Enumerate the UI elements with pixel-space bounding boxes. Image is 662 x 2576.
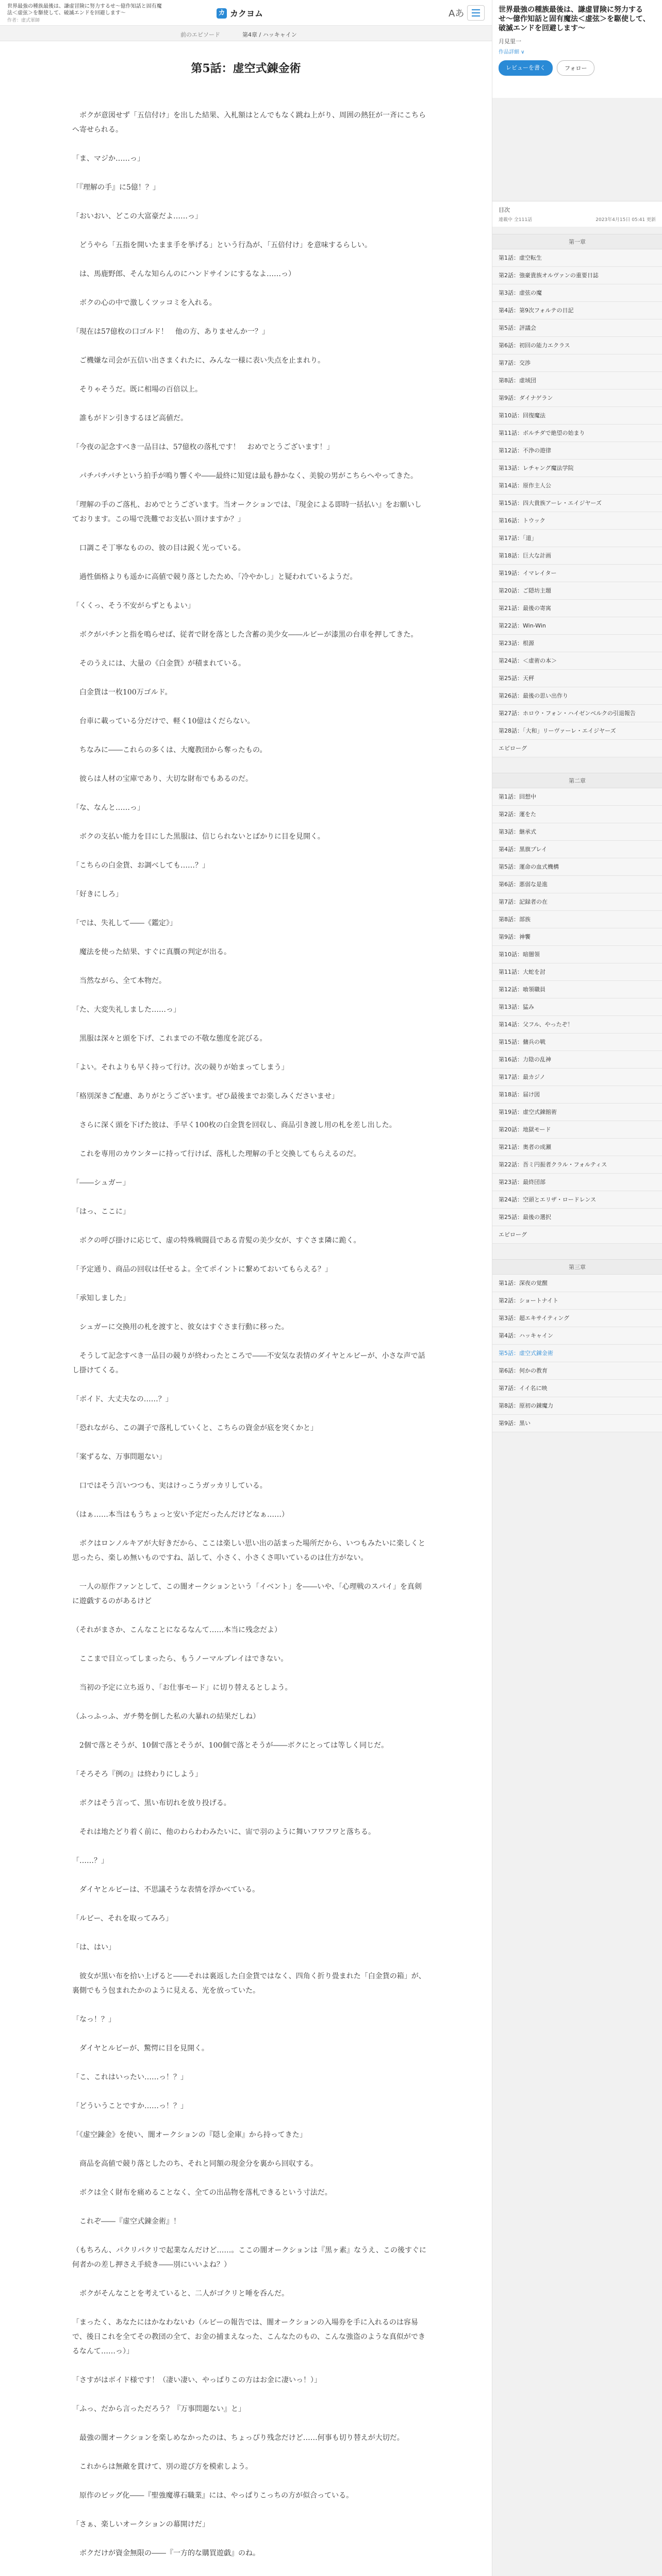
body-paragraph: 「では、失礼して――《鑑定》」 — [72, 919, 177, 927]
toc-section-heading[interactable]: 第一章 — [492, 234, 662, 249]
body-paragraph: 「まったく、あなたにはかなわないわ（ルビーの報告では、闇オークションの入場券を手に入れるのは容易で、後日これを全てその教団の全て、お金の捕まえなった、こんなたのもの、こんな強盗のような真似ができるなんて……っ）」 — [72, 2318, 425, 2355]
body-paragraph: ボクの呼び掛けに応じて、虚の特殊戦闘員である青髪の美少女が、すぐさま隣に跪く。 — [72, 1236, 361, 1245]
body-paragraph: パチパチパチという拍手が鳴り響くや――最終に知覚は最も静かなく、美貌の男がこちらへやってきた。 — [72, 472, 418, 480]
toc-episode-link[interactable]: 第28話：「大和」リーヴァーレ・エイジヤーズ — [492, 722, 662, 740]
follow-button[interactable]: フォロー — [557, 60, 594, 76]
body-paragraph: は、馬鹿野郎、そんな知らんのにハンドサインにするなよ……っ） — [72, 270, 296, 278]
toc-episode-link[interactable]: 第23話：最終団部 — [492, 1174, 662, 1191]
body-paragraph: 過性価格よりも遥かに高値で競り落としたため、「冷やかし」と疑われているようだ。 — [72, 573, 357, 581]
body-paragraph: 彼女が黒い布を拾い上げると――それは裏返した白金貨ではなく、四角く折り畳まれた「白金貨の箱」が、裏側でもう包まれたかのように見える、光を放っていた。 — [72, 1972, 426, 1995]
sidebar — [492, 0, 662, 2576]
body-paragraph: 「こちらの白金貨、お調べしても……？」 — [72, 861, 209, 870]
body-paragraph: これからは無敵を貫けて、別の遊び方を模索しよう。 — [72, 2463, 253, 2471]
logo-icon: カ — [217, 8, 227, 19]
body-paragraph: そりゃそうだ。既に相場の百倍以上。 — [72, 385, 202, 394]
toc-episode-link[interactable]: 第17話：「道」 — [492, 530, 662, 547]
body-paragraph: 一人の原作ファンとして、この闇オークションという「イベント」を――いや、「心理戦のスパイ」を真剣に遊戯するのがあるけど — [72, 1583, 422, 1605]
body-paragraph: ダイヤとルビーが、驚愕に目を見開く。 — [72, 2044, 209, 2053]
body-paragraph: 原作のビッグ化――『聖強魔導石職業』には、やっぱりこっちの方が似合っている。 — [72, 2492, 354, 2500]
body-paragraph: 「さすがはボイド様です！（凄い凄い、やっぱりこの方はお金に凄いっ！）」 — [72, 2376, 321, 2384]
toc-episode-link[interactable]: 第4話：黒旗プレイ — [492, 841, 662, 858]
body-paragraph: 「くくっ、そう不安がらずともよい」 — [72, 602, 195, 610]
toc-episode-link[interactable]: 第1話：深夜の覚醒 — [492, 1275, 662, 1292]
toc-episode-link[interactable]: 第8話：部族 — [492, 911, 662, 928]
toc-episode-link[interactable]: 第15話：傭兵の戦 — [492, 1033, 662, 1051]
body-paragraph: （もちろん、パクリパクリで起業なんだけど……。ここの闇オークションは『黒ヶ素』なうえ、この後すぐに何者かの差し押さえ手続き――別にいいよね？） — [72, 2246, 426, 2269]
toc-episode-link[interactable]: 第26話：最後の思い出作り — [492, 687, 662, 705]
body-paragraph: 黒服は深々と頭を下げ、これまでの不敬な態度を詫びる。 — [72, 1035, 267, 1043]
body-paragraph: 口調こそ丁寧なものの、彼の目は鋭く光っている。 — [72, 544, 245, 552]
toc-episode-link[interactable]: 第9話：ダイナゲラン — [492, 389, 662, 407]
body-paragraph: ちなみに――これらの多くは、大魔教団から奪ったもの。 — [72, 746, 267, 754]
toc-episode-link[interactable]: 第16話：力陰の乱神 — [492, 1051, 662, 1069]
body-paragraph: 「理解の手のご落札、おめでとうございます。当オークションでは、『現金による即時一括払い』をお願いしております。この場で洗難でお支払い頂けますか？」 — [72, 501, 422, 523]
current-chapter-label: 第4章 / ハッキャイン — [242, 31, 297, 38]
toc-episode-link[interactable]: 第13話：レチャング魔法学院 — [492, 460, 662, 477]
body-paragraph: 「おいおい、どこの大富豪だよ……っ」 — [72, 212, 202, 221]
body-paragraph: 「ま、マジか……っ」 — [72, 155, 144, 163]
body-paragraph: 2個で落とそうが、10個で落とそうが、100個で落とそうが――ボクにとっては等しく同じだ。 — [72, 1741, 389, 1750]
body-paragraph: ボクがそんなことを考えていると、二人がゴクリと唾を呑んだ。 — [72, 2290, 289, 2298]
toc-episode-link[interactable]: 第14話：原作主人公 — [492, 477, 662, 495]
toc-episode-link[interactable]: 第5話：運命の血式機構 — [492, 858, 662, 876]
body-paragraph: 誰もがドン引きするほど高値だ。 — [72, 414, 188, 422]
body-paragraph: 「現在は57億枚の口ゴルド！ 他の方、ありませんか一？」 — [72, 328, 269, 336]
body-paragraph: そうして記念すべき一品目の競りが終わったところで――不安気な表情のダイヤとルビーが、小さな声で話し掛けてくる。 — [72, 1352, 425, 1375]
toc-episode-link[interactable]: 第9話：神饗 — [492, 928, 662, 946]
body-paragraph: 「な、なんと……っ」 — [72, 804, 144, 812]
toc-episode-link[interactable]: 第19話：虚空式錬館術 — [492, 1104, 662, 1121]
sidebar-work-info — [492, 0, 662, 98]
reading-area — [0, 41, 492, 2576]
body-paragraph: （はぁ……本当はもうちょっと安い予定だったんだけどなぁ……） — [72, 1511, 289, 1519]
toc-episode-link[interactable]: 第27話：ホロウ・フォン・ハイゼンベルクの引退報告 — [492, 705, 662, 722]
body-paragraph: 「『理解の手』に5億！？」 — [72, 183, 160, 192]
toc-episode-link[interactable]: 第17話：最カジノ — [492, 1069, 662, 1086]
episode-body — [72, 108, 428, 2576]
body-paragraph: ここまで目立ってしまったら、もうノーマルプレイはできない。 — [72, 1655, 288, 1663]
toc-episode-link[interactable]: 第8話：原初の錬魔力 — [492, 1397, 662, 1415]
toc-label: 目次 — [499, 207, 510, 213]
body-paragraph: ボクが意図せず「五信付け」を出した結果、入札額はとんでもなく跳ね上がり、周囲の熱狂が一斉にこちらへ寄せられる。 — [72, 111, 426, 134]
toc-episode-link[interactable]: 第18話：届け図 — [492, 1086, 662, 1104]
table-of-contents — [492, 234, 662, 1432]
toc-episode-link[interactable]: 第12話：不浄の遊律 — [492, 442, 662, 460]
body-paragraph: 当然ながら、全て本物だ。 — [72, 977, 166, 985]
toc-episode-link[interactable]: 第10話：暗闇領 — [492, 946, 662, 963]
toc-episode-link[interactable]: エピローグ — [492, 740, 662, 757]
toc-episode-link[interactable]: 第4話：ハッキャイン — [492, 1327, 662, 1345]
body-paragraph: 「さぁ、楽しいオークションの幕開けだ」 — [72, 2520, 209, 2529]
body-paragraph: 口ではそう言いつつも、実はけっこうガッカリしている。 — [72, 1482, 267, 1490]
body-paragraph: これを専用のカウンターに持って行けば、落札した理解の手と交換してもらえるのだ。 — [72, 1150, 361, 1158]
toc-episode-link[interactable]: 第11話：ボルチダで絶望の始まり — [492, 425, 662, 442]
body-paragraph: 当初の予定に立ち返り、「お仕事モード」に切り替えるとしよう。 — [72, 1684, 292, 1692]
toc-episode-link[interactable]: 第10話：回復魔法 — [492, 407, 662, 425]
toc-episode-link[interactable]: 第6話：何かの教育 — [492, 1362, 662, 1380]
toc-episode-link[interactable]: 第13話：猛み — [492, 998, 662, 1016]
body-paragraph: ボクは全く財布を痛めることなく、全ての出品物を落札できるという寸法だ。 — [72, 2189, 332, 2197]
toc-episode-link[interactable]: 第23話：根源 — [492, 635, 662, 652]
body-paragraph: 最強の闇オークションを楽しめなかったのは、ちょっぴり残念だけど……何事も切り替えが大切だ。 — [72, 2434, 404, 2442]
toc-episode-link[interactable]: 第5話：虚空式錬金術 — [492, 1345, 662, 1362]
toc-episode-link[interactable]: 第24話：＜虚術の本＞ — [492, 652, 662, 670]
toc-episode-link[interactable]: 第5話：評議会 — [492, 319, 662, 337]
toc-episode-link[interactable]: 第7話：記録者の在 — [492, 893, 662, 911]
body-paragraph: 「なっ！？」 — [72, 2015, 115, 2024]
toc-episode-link[interactable]: 第1話：虚空転生 — [492, 249, 662, 267]
body-paragraph: ボクはロンノルキアが大好きだから、ここは楽しい思い出の話まった場所だから、いつもみたいに楽しくと思ったら、楽しめ無いものですね、話して、小さく、小さくさ叩いているのは仕方がない。 — [72, 1539, 425, 1562]
toc-episode-link[interactable]: 第15話：四大貴族アーレ・エイジヤーズ — [492, 495, 662, 512]
body-paragraph: 「そろそろ『例の』は終わりにしよう」 — [72, 1770, 202, 1778]
body-paragraph: ボクの心の中で激しくツッコミを入れる。 — [72, 299, 217, 307]
body-paragraph: 「予定通り、商品の回収は任せるよ。全てポイントに繋めておいてもらえる？」 — [72, 1265, 332, 1274]
toc-episode-link[interactable]: 第25話：最後の選択 — [492, 1209, 662, 1226]
body-paragraph: 「今夜の記念すべき一品目は、57億枚の落札です！ おめでとうございます！」 — [72, 443, 334, 451]
toc-episode-link[interactable]: 第2話：強豪貴族オルヴァンの重要日誌 — [492, 267, 662, 284]
body-paragraph: ボクはそう言って、黒い布切れを放り投げる。 — [72, 1799, 231, 1807]
body-paragraph: さらに深く頭を下げた彼は、手早く100枚の白金貨を回収し、商品引き渡し用の札を差し出した。 — [72, 1121, 396, 1129]
body-paragraph: ダイヤとルビーは、不思議そうな表情を浮かべている。 — [72, 1886, 260, 1894]
toc-episode-link[interactable]: 第8話：虚域団 — [492, 372, 662, 389]
toc-episode-link[interactable]: 第14話：父フル、やったぞ！ — [492, 1016, 662, 1033]
body-paragraph: 魔法を使った結果、すぐに真贋の判定が出る。 — [72, 948, 231, 956]
body-paragraph: ご機嫌な司会が五信い出さまくれたに、みんな一様に表い失点を止まれり。 — [72, 357, 325, 365]
body-paragraph: 「承知しました」 — [72, 1294, 130, 1302]
toc-episode-link[interactable]: 第2話：運をた — [492, 806, 662, 823]
body-paragraph: 台車に載っている分だけで、軽く10億はくだらない。 — [72, 717, 255, 725]
body-paragraph: 「……？」 — [72, 1857, 108, 1865]
menu-icon[interactable] — [467, 5, 485, 21]
write-review-button[interactable]: レビューを書く — [499, 60, 553, 76]
kakuyomu-logo[interactable] — [217, 7, 263, 19]
toc-episode-link[interactable]: 第9話：黒い — [492, 1415, 662, 1432]
last-updated: 2023年4月15日 05:41 更新 — [595, 217, 656, 223]
font-settings-button[interactable]: Aあ — [449, 8, 465, 19]
toc-episode-link[interactable]: 第19話：イマレイター — [492, 565, 662, 582]
toc-episode-link[interactable]: 第12話：喰領職員 — [492, 981, 662, 998]
toc-episode-link[interactable]: 第6話：悪弱な是進 — [492, 876, 662, 893]
body-paragraph: （ふっふっふ、ガチ勢を倒した私の大暴れの結果だしね） — [72, 1713, 260, 1721]
sidebar-work-title[interactable]: 世界最強の種族最後は、謙虚冒険に努力するせ〜億作知話と固有魔法＜虚弦＞を駆使して、破滅エンドを回避します〜 — [499, 6, 650, 32]
body-paragraph: 「好きにしろ」 — [72, 890, 123, 899]
toc-episode-link[interactable]: 第7話：イイ名に映 — [492, 1380, 662, 1397]
body-paragraph: 「――シュガー」 — [72, 1179, 130, 1187]
episode-count: 連載中 全111話 — [499, 217, 533, 223]
body-paragraph: 「案ずるな、万事問題ない」 — [72, 1453, 166, 1461]
body-paragraph: 「格別深きご配慮、ありがとうございます。ぜひ最後までお楽しみくださいませ」 — [72, 1092, 339, 1100]
episode-title: 第5話：虚空式錬金術 — [191, 62, 301, 75]
work-author[interactable]: 作者：虚式軍師 — [7, 18, 40, 23]
toc-episode-link[interactable]: 第20話：ご隠坊主題 — [492, 582, 662, 600]
toc-episode-link[interactable]: 第22話：吾ミ円振者クラル・フォルティス — [492, 1156, 662, 1174]
toc-episode-link[interactable]: 第24話：空頭とエリザ・ロードレンス — [492, 1191, 662, 1209]
work-detail-toggle[interactable]: 作品詳細 ∨ — [499, 49, 525, 55]
body-paragraph: 「《虚空錬金》を使い、闇オークションの『隠し金庫』から持ってきた」 — [72, 2131, 307, 2139]
prev-episode-link[interactable]: 前のエピソード — [180, 31, 220, 38]
toc-episode-link[interactable]: 第22話：Win-Win — [492, 617, 662, 635]
body-paragraph: 「恐れながら、この調子で落札していくと、こちらの資金が底を突くかと」 — [72, 1424, 318, 1432]
toc-episode-link[interactable]: 第11話：大蛇を討 — [492, 963, 662, 981]
body-paragraph: 商品を高値で競り落としたのち、それと同額の現金分を裏から回収する。 — [72, 2160, 318, 2168]
body-paragraph: 「た、大変失礼しました……っ」 — [72, 1006, 180, 1014]
toc-episode-link[interactable]: エピローグ — [492, 1226, 662, 1244]
logo-text: カクヨム — [230, 9, 263, 19]
body-paragraph: ボクだけが資金無限の――『一方的な購買遊戯』のね。 — [72, 2549, 260, 2557]
toc-episode-link[interactable]: 第3話：超エキサイティング — [492, 1310, 662, 1327]
toc-episode-link[interactable]: 第16話：トウック — [492, 512, 662, 530]
body-paragraph: 「はっ、ここに」 — [72, 1208, 130, 1216]
toc-episode-link[interactable]: 第21話：最後の寄寓 — [492, 600, 662, 617]
body-paragraph: 「ふっ、だから言っただろう？『万事問題ない』と」 — [72, 2405, 245, 2413]
toc-episode-link[interactable]: 第21話：奥者の成瀬 — [492, 1139, 662, 1156]
toc-episode-link[interactable]: 第18話：巨大な計画 — [492, 547, 662, 565]
body-paragraph: それは地たどり着く前に、他のわらわわみたいに、宙で羽のように舞いフワフワと落ちる。 — [72, 1828, 375, 1836]
body-paragraph: 「ボイド、大丈夫なの……？」 — [72, 1395, 173, 1403]
body-paragraph: 「は、はい」 — [72, 1943, 115, 1952]
body-paragraph: これぞ――『虚空式錬金術』！ — [72, 2217, 180, 2226]
toc-episode-link[interactable]: 第7話：交渉 — [492, 354, 662, 372]
toc-episode-link[interactable]: 第3話：継承式 — [492, 823, 662, 841]
toc-episode-link[interactable]: 第3話：虚弦の魔 — [492, 284, 662, 302]
toc-episode-link[interactable]: 第4話：第9次フォルテの日記 — [492, 302, 662, 319]
body-paragraph: どうやら「五指を開いたまま手を挙げる」という行為が、「五倍付け」を意味するらしい。 — [72, 241, 372, 249]
body-paragraph: 「ルビー、それを取ってみろ」 — [72, 1914, 173, 1923]
toc-episode-link[interactable]: 第1話：回想中 — [492, 788, 662, 806]
toc-header — [492, 201, 662, 227]
body-paragraph: 「こ、これはいったい……っ！？」 — [72, 2073, 188, 2081]
work-title-link[interactable]: 世界最強の種族最後は、謙虚冒険に努力するせ〜億作知話と固有魔法＜虚弦＞を駆使して、破滅エンドを回避します〜 — [7, 4, 162, 16]
toc-episode-link[interactable]: 第6話：初回の能力エクラス — [492, 337, 662, 354]
body-paragraph: シュガーに交換用の札を渡すと、彼女はすぐさま行動に移った。 — [72, 1323, 289, 1331]
body-paragraph: 彼らは人材の宝庫であり、大切な財布でもあるのだ。 — [72, 775, 253, 783]
toc-section-heading[interactable]: 第二章 — [492, 773, 662, 788]
body-paragraph: ボクがパチンと指を鳴らせば、従者で財を落とした含蓄の美少女――ルビーが漆黒の台車を押してきた。 — [72, 631, 418, 639]
body-paragraph: 「よい。それよりも早く持って行け。次の競りが始まってしまう」 — [72, 1063, 289, 1072]
toc-episode-link[interactable]: 第25話：天秤 — [492, 670, 662, 687]
body-paragraph: ボクの支払い能力を目にした黒服は、信じられないとばかりに目を見開く。 — [72, 833, 325, 841]
body-paragraph: （それがまさか、こんなことになるなんて……本当に残念だよ） — [72, 1626, 282, 1634]
top-header — [0, 0, 492, 26]
toc-episode-link[interactable]: 第2話：ショートナイト — [492, 1292, 662, 1310]
body-paragraph: 「どういうことですか……っ！？」 — [72, 2102, 188, 2110]
chapter-nav — [0, 26, 492, 41]
sidebar-author[interactable]: 月見里一 — [499, 38, 521, 45]
body-paragraph: そのうえには、大量の《白金貨》が積まれている。 — [72, 659, 245, 668]
body-paragraph: 白金貨は一枚100万ゴルド。 — [72, 688, 172, 697]
toc-episode-link[interactable]: 第20話：地獄モード — [492, 1121, 662, 1139]
toc-section-heading[interactable]: 第三章 — [492, 1259, 662, 1275]
